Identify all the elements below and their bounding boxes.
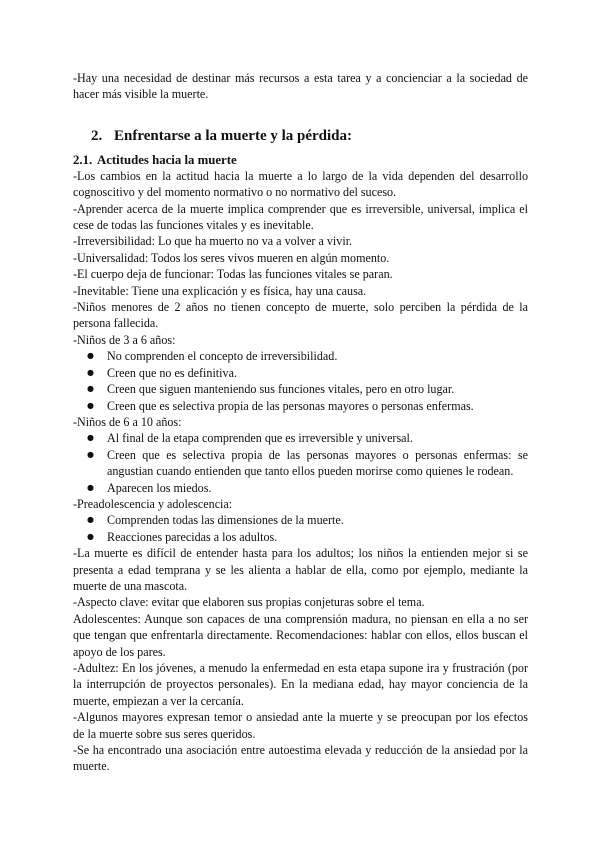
section-number: 2. bbox=[91, 127, 103, 144]
bullet-list-preadolescencia bbox=[73, 512, 528, 545]
paragraph-inevitable: -Inevitable: Tiene una explicación y es física, hay una causa. bbox=[73, 283, 367, 298]
intro-paragraph: -Hay una necesidad de destinar más recursos a esta tarea y a concienciar a la sociedad de hacer más visible la muerte. bbox=[73, 71, 528, 102]
paragraph-dificil: -La muerte es difícil de entender hasta para los adultos; los niños la entienden mejor si se presenta a edad temprana y se les alienta a hablar de ella, como por ejemplo, mediante la muerte de una mascota. bbox=[73, 546, 528, 593]
list-item: ● Aparecen los miedos. bbox=[73, 480, 528, 496]
paragraph-adultez: -Adultez: En los jóvenes, a menudo la enfermedad en esta etapa supone ira y frustración (por la interrupción de proyectos personales). En la mediana edad, hay mayor conciencia de la muerte, empiezan a ver la cercanía. bbox=[73, 661, 528, 708]
paragraph-autoestima: -Se ha encontrado una asociación entre autoestima elevada y reducción de la ansiedad por la muerte. bbox=[73, 743, 528, 774]
paragraph-cambios: -Los cambios en la actitud hacia la muerte a lo largo de la vida dependen del desarrollo cognoscitivo y del momento normativo o no normativo del suceso. bbox=[73, 168, 528, 200]
paragraph-adolescentes: Adolescentes: Aunque son capaces de una comprensión madura, no piensan en ella a no ser que tengan que enfrentarla directamente. Recomendaciones: hablar con ellos, ellos buscan el apoyo de los pares. bbox=[73, 611, 528, 659]
subsection-title: Actitudes hacia la muerte bbox=[97, 152, 237, 167]
list-item: ● Creen que siguen manteniendo sus funciones vitales, pero en otro lugar. bbox=[73, 381, 528, 397]
paragraph-mayores: -Algunos mayores expresan temor o ansiedad ante la muerte y se preocupan por los efectos de la muerte sobre sus seres queridos. bbox=[73, 710, 528, 741]
subsection-number: 2.1. bbox=[73, 152, 93, 167]
paragraph-menores-2: -Niños menores de 2 años no tienen concepto de muerte, solo perciben la pérdida de la persona fallecida. bbox=[73, 300, 528, 331]
list-item: ● Comprenden todas las dimensiones de la muerte. bbox=[73, 512, 528, 528]
bullet-list-3-6 bbox=[73, 348, 528, 414]
list-item: ● Reacciones parecidas a los adultos. bbox=[73, 529, 528, 545]
group-heading-preadolescencia: -Preadolescencia y adolescencia: bbox=[73, 496, 233, 511]
paragraph-cuerpo: -El cuerpo deja de funcionar: Todas las funciones vitales se paran. bbox=[73, 267, 393, 282]
list-item: ● Creen que es selectiva propia de las personas mayores o personas enfermas. bbox=[73, 398, 528, 414]
section-heading bbox=[91, 127, 528, 145]
list-item: ● No comprenden el concepto de irreversibilidad. bbox=[73, 348, 528, 364]
paragraph-irreversibilidad: -Irreversibilidad: Lo que ha muerto no va a volver a vivir. bbox=[73, 234, 353, 249]
group-heading-3-6: -Niños de 3 a 6 años: bbox=[73, 332, 176, 347]
paragraph-aspecto-clave: -Aspecto clave: evitar que elaboren sus propias conjeturas sobre el tema. bbox=[73, 595, 425, 610]
group-heading-6-10: -Niños de 6 a 10 años: bbox=[73, 414, 182, 429]
subsection-heading bbox=[73, 153, 528, 168]
list-item: ● Creen que es selectiva propia de las personas mayores o personas enfermas: se angustian cuando entienden que tanto ellos pueden morirse como quienes le rodean. bbox=[73, 447, 528, 480]
section-title: Enfrentarse a la muerte y la pérdida: bbox=[114, 127, 353, 144]
paragraph-aprender: -Aprender acerca de la muerte implica comprender que es irreversible, universal, implica el cese de todas las funciones vitales y es inevitable. bbox=[73, 201, 528, 233]
list-item: ● Creen que no es definitiva. bbox=[73, 365, 528, 381]
bullet-list-6-10 bbox=[73, 430, 528, 496]
list-item: ● Al final de la etapa comprenden que es irreversible y universal. bbox=[73, 430, 528, 446]
paragraph-universalidad: -Universalidad: Todos los seres vivos mueren en algún momento. bbox=[73, 250, 390, 265]
page-content bbox=[73, 70, 528, 775]
